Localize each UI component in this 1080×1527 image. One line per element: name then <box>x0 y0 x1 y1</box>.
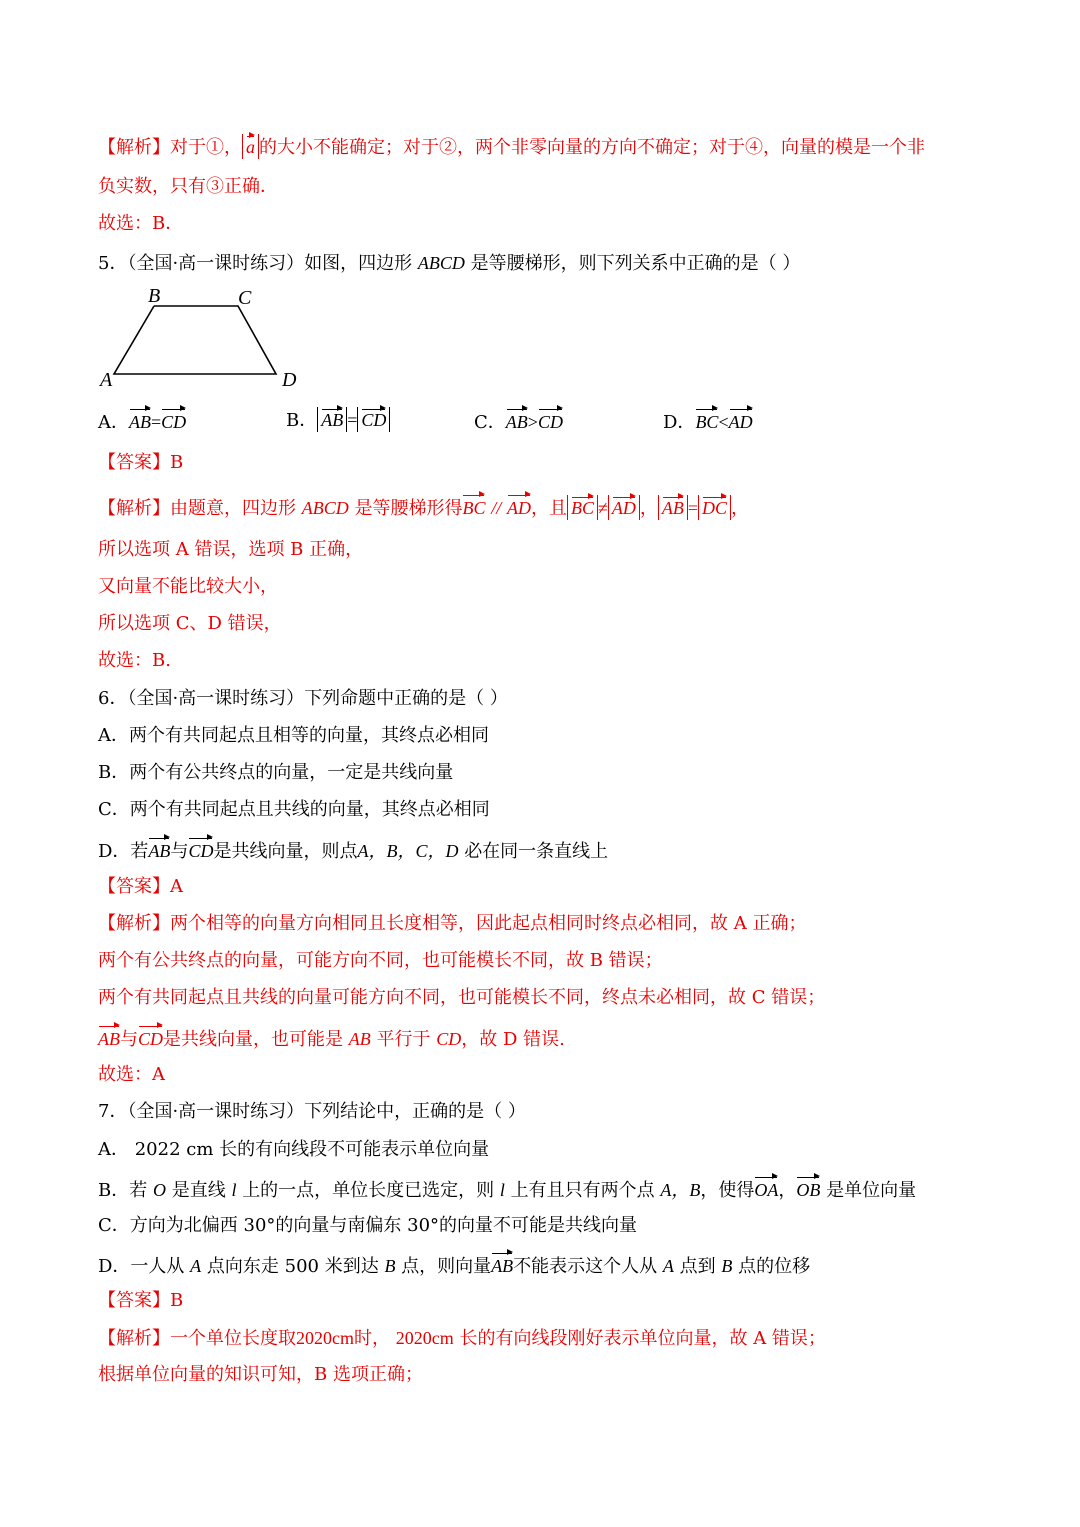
question-source: （全国·高一课时练习） <box>127 253 305 274</box>
q6-option-c: C．两个有共同起点且共线的向量，其终点必相同 <box>98 799 490 820</box>
q5-answer: 【答案】B <box>98 452 184 473</box>
q7-answer: 【答案】B <box>98 1290 184 1311</box>
q5-option-a: A．AB=CD <box>98 407 186 436</box>
question-number: 6． <box>98 688 128 709</box>
q5-analysis-line1: 【解析】由题意，四边形 ABCD 是等腰梯形得BC // AD，且 BC ≠ AD ， AB = DC ， <box>98 493 749 519</box>
analysis-label: 【解析】 <box>98 1328 170 1349</box>
vertex-label-D: D <box>282 369 297 391</box>
q5-analysis-line3: 又向量不能比较大小， <box>98 576 278 597</box>
q7-option-c: C．方向为北偏西 30°的向量与南偏东 30°的向量不可能是共线向量 <box>98 1215 638 1236</box>
q4-choice: 故选：B． <box>98 213 184 234</box>
magnitude-a <box>242 134 259 159</box>
q6-option-a: A．两个有共同起点且相等的向量，其终点必相同 <box>98 725 489 746</box>
q7-option-d: D．一人从 A 点向东走 500 米到达 B 点，则向量AB不能表示这个人从 A 点到 B 点的位移 <box>98 1251 810 1277</box>
analysis-label: 【解析】 <box>98 498 170 519</box>
q6-analysis-line2: 两个有公共终点的向量，可能方向不同，也可能模长不同，故 B 错误； <box>98 950 663 971</box>
answer-label: 【答案】 <box>98 452 170 473</box>
q6-option-d: D．若AB与CD是共线向量，则点A，B，C，D 必在同一条直线上 <box>98 836 608 862</box>
analysis-label: 【解析】 <box>98 137 170 158</box>
question-number: 7． <box>98 1101 128 1122</box>
q7-option-b: B．若 O 是直线 l 上的一点，单位长度已选定，则 l 上有且只有两个点 A，B，使得OA，OB 是单位向量 <box>98 1175 916 1201</box>
vertex-label-B: B <box>148 285 161 307</box>
question-number: 5． <box>98 253 128 274</box>
q5-options <box>98 407 998 433</box>
vector-a: a <box>246 134 255 158</box>
q6-answer: 【答案】A <box>98 876 183 897</box>
vertex-label-A: A <box>100 369 113 391</box>
q7-option-a: A． 2022 cm 长的有向线段不可能表示单位向量 <box>98 1139 490 1160</box>
q5-analysis-line4: 所以选项 C、D 错误， <box>98 613 282 634</box>
question-source: （全国·高一课时练习） <box>127 1101 305 1122</box>
question-source: （全国·高一课时练习） <box>127 688 305 709</box>
q6-analysis-line4: AB与CD是共线向量，也可能是 AB 平行于 CD，故 D 错误. <box>98 1024 565 1050</box>
q5-option-c: C．AB>CD <box>474 407 563 436</box>
answer-label: 【答案】 <box>98 1290 170 1311</box>
q6-stem: 6．（全国·高一课时练习）下列命题中正确的是（ ） <box>98 688 508 709</box>
q4-analysis-line1: 【解析】对于①， a 的大小不能确定；对于②，两个非零向量的方向不确定；对于④，向量的模是一个非 <box>98 134 925 160</box>
q5-analysis-line2: 所以选项 A 错误，选项 B 正确， <box>98 539 364 560</box>
trapezoid-outline <box>114 306 276 374</box>
q7-stem: 7．（全国·高一课时练习）下列结论中，正确的是（ ） <box>98 1101 526 1122</box>
q7-analysis-line1: 【解析】一个单位长度取2020cm时， 2020cm 长的有向线段刚好表示单位向量，故 A 错误； <box>98 1328 826 1349</box>
q5-choice: 故选：B. <box>98 650 171 671</box>
q4-analysis-line2: 负实数，只有③正确． <box>98 176 278 197</box>
trapezoid-figure <box>96 282 316 392</box>
answer-label: 【答案】 <box>98 876 170 897</box>
q6-choice: 故选：A <box>98 1064 165 1085</box>
q6-analysis-line1: 【解析】两个相等的向量方向相同且长度相等，因此起点相同时终点必相同，故 A 正确； <box>98 913 807 934</box>
q5-stem: 5．（全国·高一课时练习）如图，四边形 ABCD 是等腰梯形，则下列关系中正确的是（ ） <box>98 253 801 274</box>
q6-option-b: B．两个有公共终点的向量，一定是共线向量 <box>98 762 454 783</box>
q5-option-b: B． AB = CD <box>286 407 390 434</box>
q6-analysis-line3: 两个有共同起点且共线的向量可能方向不同，也可能模长不同，终点未必相同，故 C 错误； <box>98 987 826 1008</box>
q5-option-d: D．BC<AD <box>663 407 753 436</box>
q7-analysis-line2: 根据单位向量的知识可知，B 选项正确； <box>98 1364 423 1385</box>
vertex-label-C: C <box>238 287 252 309</box>
analysis-label: 【解析】 <box>98 913 170 934</box>
